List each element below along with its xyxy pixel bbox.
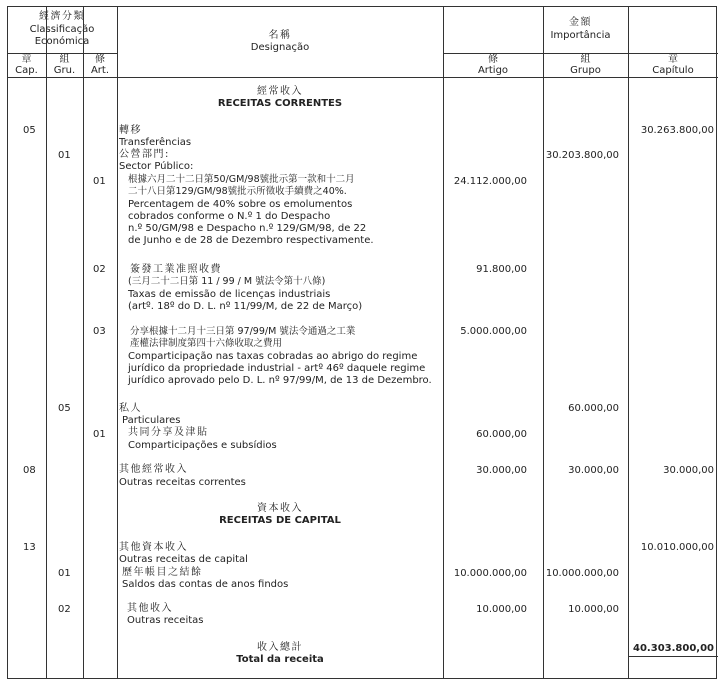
grupo-amount: 30.000,00 bbox=[568, 465, 619, 476]
item-zh: 分享根據十二月十三日第 97/99/M 號法令通過之工業 bbox=[130, 326, 356, 337]
gru-zh: 組 bbox=[59, 54, 70, 65]
cap-code: 05 bbox=[23, 125, 36, 136]
cap-zh: 章 bbox=[21, 54, 32, 65]
item-label: Sector Público: bbox=[119, 161, 194, 172]
item-zh: 其他收入 bbox=[127, 603, 173, 614]
item-zh: 根據六月二十二日第50/GM/98號批示第一款和十二月 bbox=[128, 174, 355, 185]
artigo-label: Artigo bbox=[477, 65, 509, 76]
artigo-zh: 條 bbox=[488, 54, 498, 65]
item-label: Taxas de emissão de licenças industriais bbox=[128, 289, 331, 300]
nome-zh: 名稱 bbox=[268, 30, 292, 41]
artigo-amount: 24.112.000,00 bbox=[453, 176, 527, 187]
item-label: Particulares bbox=[122, 415, 181, 426]
col-divider bbox=[628, 7, 629, 678]
grupo-amount: 10.000,00 bbox=[568, 604, 619, 615]
gru-code: 05 bbox=[58, 403, 71, 414]
designacao-label: Designação bbox=[250, 42, 310, 53]
gru-code: 01 bbox=[58, 568, 71, 579]
item-zh: 公營部門: bbox=[119, 149, 170, 160]
art-zh: 條 bbox=[95, 54, 105, 65]
cap-code: 13 bbox=[23, 542, 36, 553]
artigo-amount: 10.000.000,00 bbox=[453, 568, 527, 579]
item-zh: 共同分享及津貼 bbox=[128, 427, 209, 438]
item-zh: 二十八日第129/GM/98號批示所徵收手續費之40%. bbox=[128, 186, 347, 197]
art-code: 03 bbox=[93, 326, 106, 337]
capitulo-amount: 30.000,00 bbox=[663, 465, 714, 476]
gru-code: 02 bbox=[58, 604, 71, 615]
item-label: Comparticipação nas taxas cobradas ao abrigo do regime bbox=[128, 351, 418, 362]
art-code: 01 bbox=[93, 176, 106, 187]
item-label: Saldos das contas de anos findos bbox=[122, 579, 289, 590]
item-label: jurídico da propriedade industrial - artº 46º daquele regime bbox=[128, 363, 426, 374]
grupo-amount: 30.203.800,00 bbox=[545, 150, 619, 161]
art-code: 01 bbox=[93, 429, 106, 440]
artigo-amount: 60.000,00 bbox=[476, 429, 527, 440]
total-label: Total da receita bbox=[236, 654, 324, 665]
item-zh: 歷年帳目之結餘 bbox=[122, 567, 203, 578]
item-label: n.º 50/GM/98 e Despacho n.º 129/GM/98, de 22 bbox=[128, 223, 367, 234]
capitulo-amount: 10.010.000,00 bbox=[640, 542, 714, 553]
item-label: cobrados conforme o N.º 1 do Despacho bbox=[128, 211, 331, 222]
art-label: Art. bbox=[90, 65, 110, 76]
classificacao-pt: Classificação bbox=[29, 24, 95, 35]
artigo-amount: 5.000.000,00 bbox=[460, 326, 527, 337]
grupo-amount: 60.000,00 bbox=[568, 403, 619, 414]
item-label: Percentagem de 40% sobre os emolumentos bbox=[128, 199, 353, 210]
item-zh: 其他經常收入 bbox=[119, 464, 188, 475]
item-label: Outras receitas bbox=[127, 615, 204, 626]
item-zh: 轉移 bbox=[119, 125, 142, 136]
section-capital-zh: 資本收入 bbox=[257, 503, 303, 514]
col-divider bbox=[46, 7, 47, 678]
importancia-zh: 金額 bbox=[569, 17, 592, 28]
grupo-zh: 組 bbox=[580, 54, 591, 65]
header-bottom-rule bbox=[8, 77, 718, 78]
item-label: de Junho e de 28 de Dezembro respectivamente. bbox=[128, 235, 374, 246]
capitulo-zh: 章 bbox=[668, 54, 678, 65]
item-label: (artº. 18º do D. L. nº 11/99/M, de 22 de Março) bbox=[128, 301, 363, 312]
item-label: Comparticipações e subsídios bbox=[128, 440, 277, 451]
total-zh: 收入總計 bbox=[257, 642, 303, 653]
artigo-amount: 10.000,00 bbox=[476, 604, 527, 615]
art-code: 02 bbox=[93, 264, 106, 275]
cap-code: 08 bbox=[23, 465, 36, 476]
gru-label: Gru. bbox=[53, 65, 76, 76]
classificacao-zh: 經濟分類 bbox=[39, 11, 85, 22]
item-zh: 產權法律制度第四十六條收取之費用 bbox=[130, 338, 283, 349]
item-label: jurídico aprovado pelo D. L. nº 97/99/M, de 13 de Dezembro. bbox=[128, 375, 432, 386]
item-label: Outras receitas correntes bbox=[119, 477, 246, 488]
item-label: Transferências bbox=[119, 137, 192, 148]
total-rule bbox=[628, 656, 718, 657]
importancia-label: Importância bbox=[550, 30, 611, 41]
classificacao-pt2: Económica bbox=[34, 36, 90, 47]
grupo-amount: 10.000.000,00 bbox=[545, 568, 619, 579]
item-zh: 其他資本收入 bbox=[119, 542, 188, 553]
item-zh: (三月二十二日第 11 / 99 / M 號法令第十八條) bbox=[128, 276, 326, 287]
section-capital-title: RECEITAS DE CAPITAL bbox=[219, 515, 341, 526]
artigo-amount: 91.800,00 bbox=[476, 264, 527, 275]
section-correntes-zh: 經常收入 bbox=[257, 86, 303, 97]
cap-label: Cap. bbox=[15, 65, 38, 76]
section-correntes-title: RECEITAS CORRENTES bbox=[217, 98, 343, 109]
capitulo-amount: 30.263.800,00 bbox=[640, 125, 714, 136]
item-zh: 簽發工業准照收費 bbox=[130, 264, 222, 275]
item-zh: 私人 bbox=[119, 403, 142, 414]
capitulo-label: Capítulo bbox=[652, 65, 694, 76]
col-divider bbox=[83, 7, 84, 678]
grupo-label: Grupo bbox=[570, 65, 601, 76]
item-label: Outras receitas de capital bbox=[119, 554, 248, 565]
gru-code: 01 bbox=[58, 150, 71, 161]
total-amount: 40.303.800,00 bbox=[633, 643, 714, 654]
artigo-amount: 30.000,00 bbox=[476, 465, 527, 476]
